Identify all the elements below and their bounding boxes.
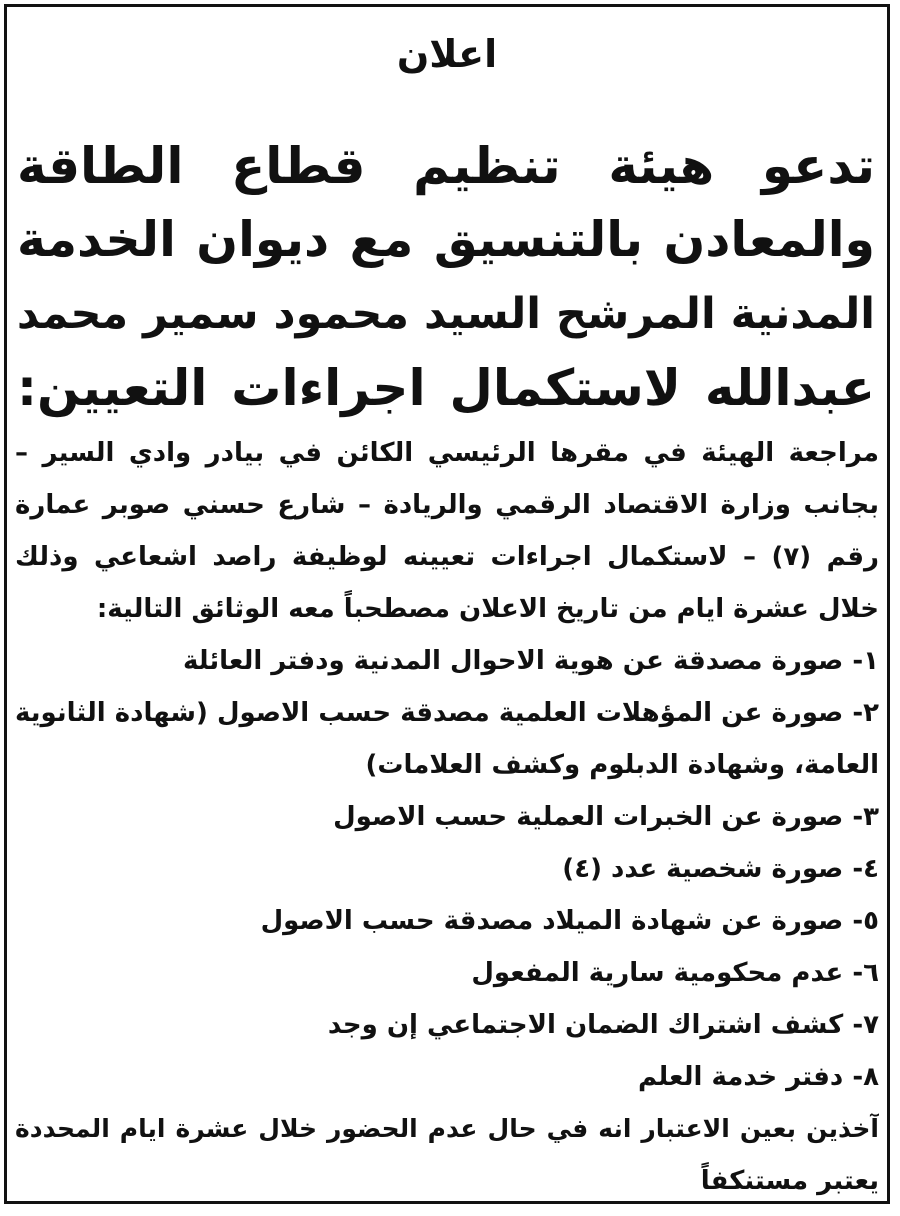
notice-body [15, 427, 879, 1207]
requirement-item: ١- صورة مصدقة عن هوية الاحوال المدنية ودفتر العائلة [183, 646, 879, 676]
body-line: خلال عشرة ايام من تاريخ الاعلان مصطحباً معه الوثائق التالية: [96, 594, 879, 624]
notice-frame [4, 4, 890, 1204]
closing-line: آخذين بعين الاعتبار انه في حال عدم الحضور خلال عشرة ايام المحددة [15, 1114, 879, 1143]
requirement-item: ٨- دفتر خدمة العلم [638, 1062, 879, 1092]
body-line: مراجعة الهيئة في مقرها الرئيسي الكائن في بيادر وادي السير – [15, 438, 879, 468]
requirement-item-continuation: العامة، وشهادة الدبلوم وكشف العلامات) [365, 750, 879, 780]
closing-line: يعتبر مستنكفاً [700, 1166, 879, 1196]
requirement-item: ٦- عدم محكومية سارية المفعول [471, 958, 879, 988]
requirement-item: ٧- كشف اشتراك الضمان الاجتماعي إن وجد [327, 1010, 879, 1040]
headline-line: تدعو هيئة تنظيم قطاع الطاقة [17, 137, 875, 195]
headline-line: والمعادن بالتنسيق مع ديوان الخدمة [17, 211, 875, 268]
requirement-item: ٤- صورة شخصية عدد (٤) [562, 854, 879, 884]
headline-line: المدنية المرشح السيد محمود سمير محمد [17, 289, 875, 339]
headline-line: عبدالله لاستكمال اجراءات التعيين: [17, 359, 875, 417]
body-line: رقم (٧) – لاستكمال اجراءات تعيينه لوظيفة راصد اشعاعي وذلك [15, 542, 879, 572]
headline-block [17, 129, 875, 425]
requirement-item: ٥- صورة عن شهادة الميلاد مصدقة حسب الاصول [260, 906, 879, 936]
requirement-item: ٢- صورة عن المؤهلات العلمية مصدقة حسب الاصول (شهادة الثانوية [15, 698, 879, 728]
notice-heading: اعلان [396, 32, 498, 76]
requirement-item: ٣- صورة عن الخبرات العملية حسب الاصول [333, 802, 879, 832]
body-line: بجانب وزارة الاقتصاد الرقمي والريادة – شارع حسني صوبر عمارة [15, 490, 879, 520]
